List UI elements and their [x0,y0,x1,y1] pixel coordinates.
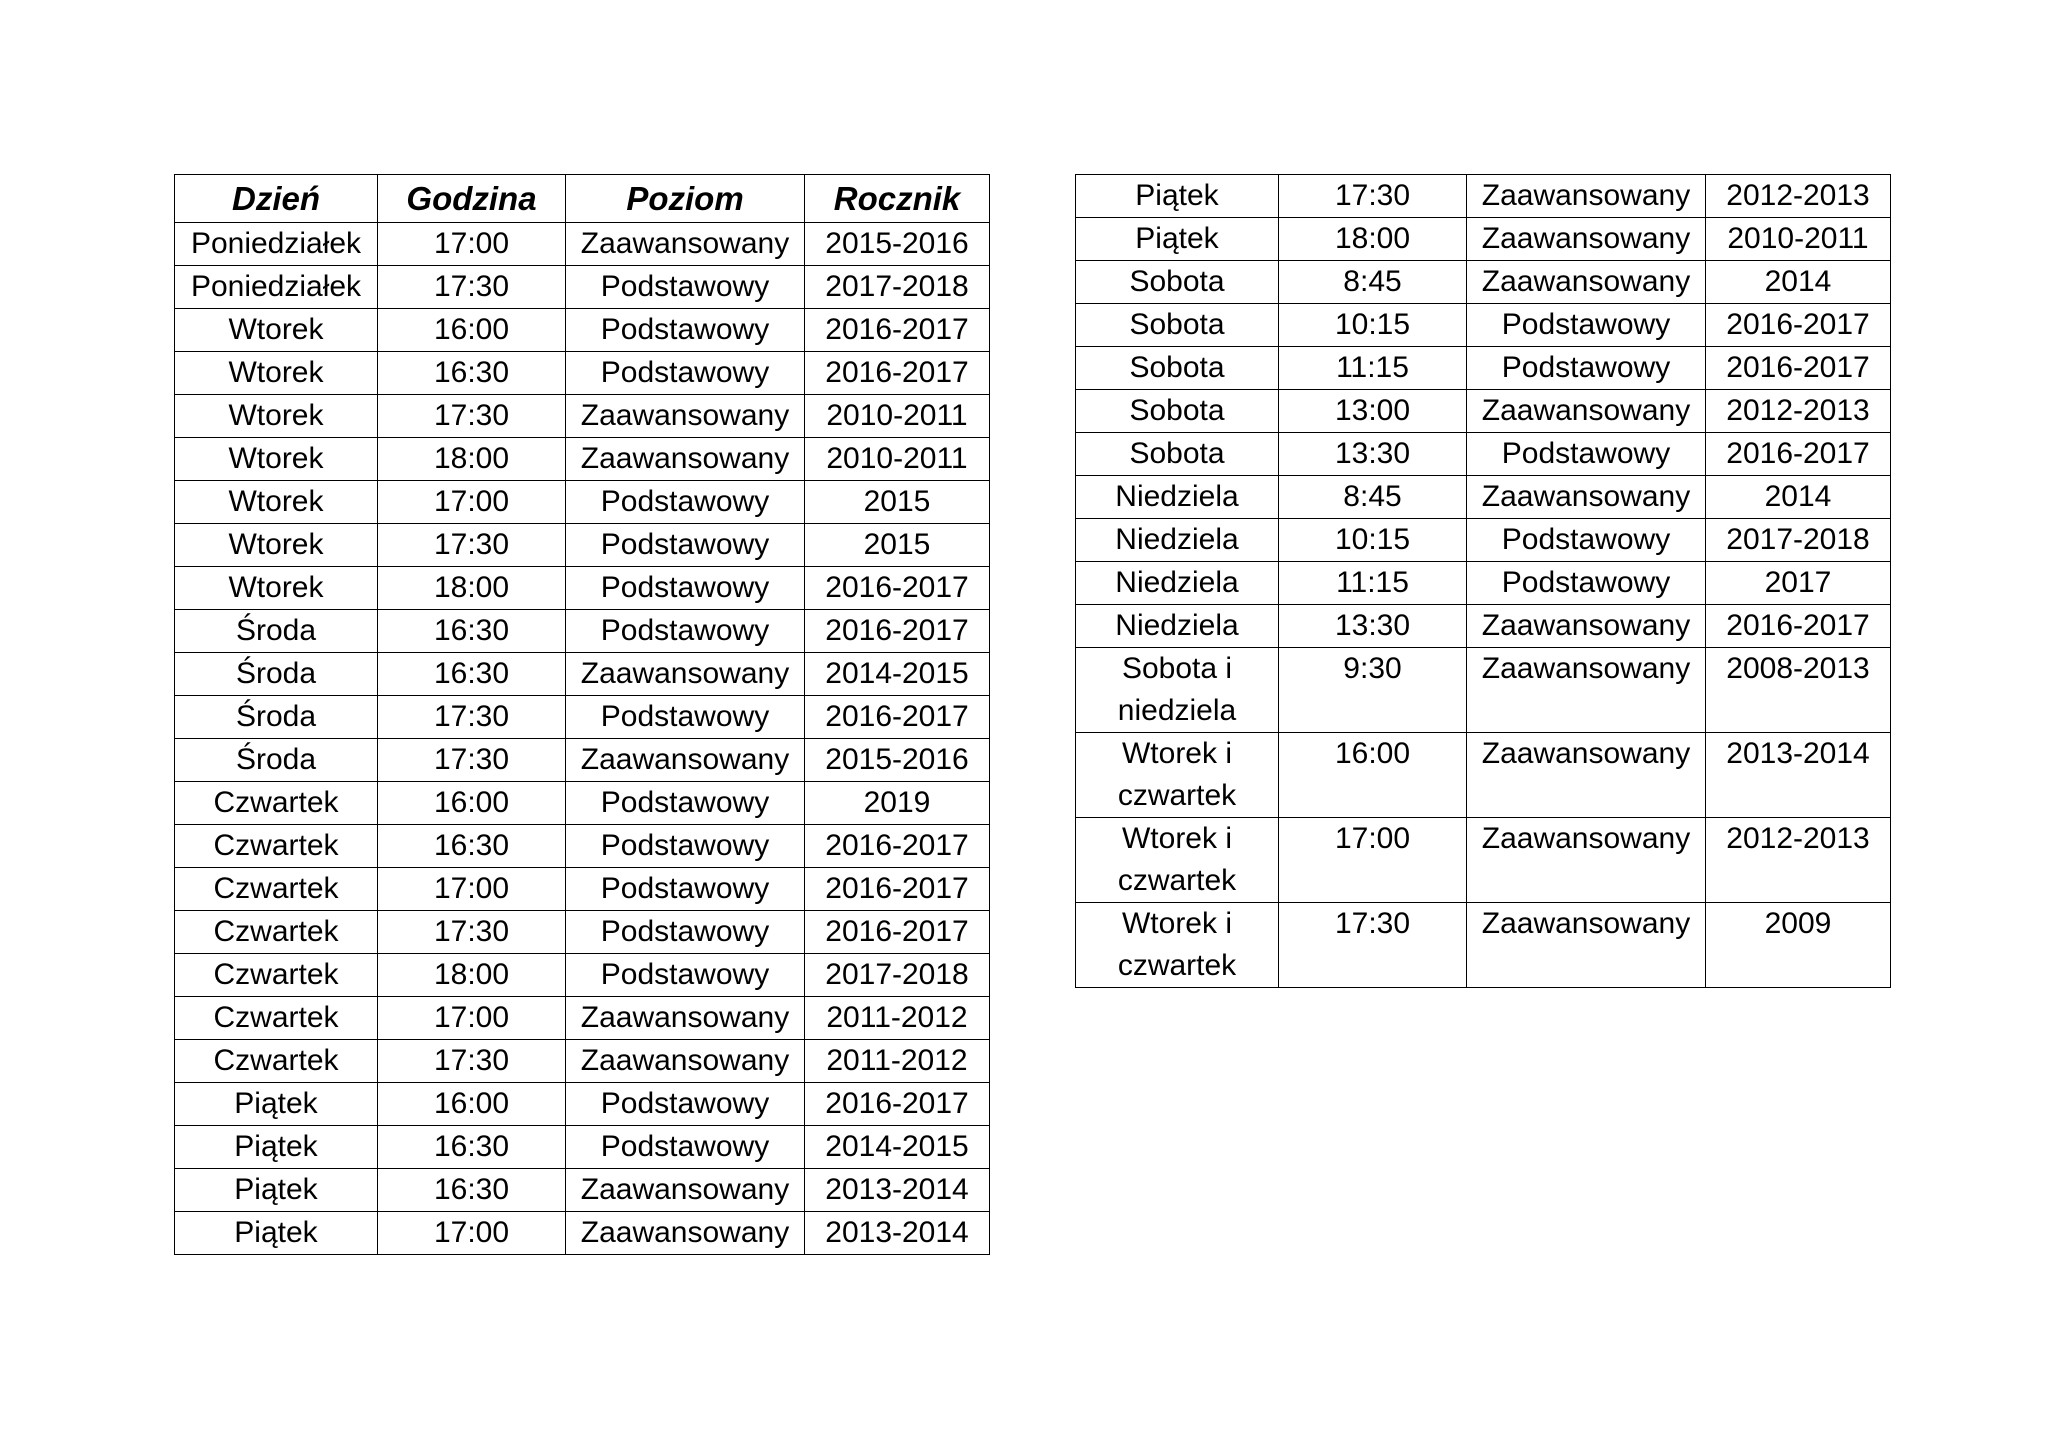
table-row [175,739,990,782]
cell-time: 17:30 [1279,903,1467,988]
table-row [175,825,990,868]
cell-time: 17:30 [378,266,566,309]
cell-time: 17:30 [378,395,566,438]
table-row [1076,261,1891,304]
cell-level: Zaawansowany [566,395,805,438]
cell-time: 17:00 [378,997,566,1040]
cell-level: Zaawansowany [1467,733,1706,818]
cell-year: 2015-2016 [805,739,990,782]
cell-level: Podstawowy [1467,304,1706,347]
cell-day: Czwartek [175,1040,378,1083]
table-row [175,653,990,696]
cell-year: 2016-2017 [805,1083,990,1126]
table-row [175,352,990,395]
table-row [1076,818,1891,903]
cell-day: Wtorek [175,567,378,610]
cell-day: Niedziela [1076,519,1279,562]
cell-year: 2011-2012 [805,997,990,1040]
cell-time: 16:30 [378,1169,566,1212]
cell-day: Niedziela [1076,605,1279,648]
table-row [1076,218,1891,261]
cell-time: 17:30 [378,696,566,739]
table-row [175,481,990,524]
table-row [1076,648,1891,733]
cell-level: Podstawowy [566,309,805,352]
cell-day: Sobota [1076,347,1279,390]
cell-time: 13:30 [1279,605,1467,648]
table-header-row [175,175,990,223]
cell-time: 17:00 [378,868,566,911]
header-level: Poziom [566,175,805,223]
cell-day: Piątek [1076,175,1279,218]
cell-level: Podstawowy [1467,562,1706,605]
table-row [1076,304,1891,347]
cell-year: 2016-2017 [1706,433,1891,476]
cell-time: 10:15 [1279,304,1467,347]
cell-year: 2017 [1706,562,1891,605]
table-row [1076,390,1891,433]
cell-level: Zaawansowany [1467,818,1706,903]
cell-level: Zaawansowany [566,1169,805,1212]
cell-time: 16:30 [378,653,566,696]
table-row [1076,347,1891,390]
cell-day: Niedziela [1076,562,1279,605]
table-row [175,524,990,567]
cell-level: Zaawansowany [566,739,805,782]
table-row [1076,476,1891,519]
cell-time: 16:30 [378,825,566,868]
cell-level: Zaawansowany [566,1212,805,1255]
cell-year: 2016-2017 [805,696,990,739]
cell-day: Wtorek [175,395,378,438]
cell-time: 11:15 [1279,347,1467,390]
cell-day: Sobota [1076,261,1279,304]
cell-year: 2016-2017 [805,567,990,610]
cell-day: Piątek [175,1083,378,1126]
cell-time: 18:00 [1279,218,1467,261]
cell-time: 16:00 [1279,733,1467,818]
cell-level: Podstawowy [566,266,805,309]
cell-time: 17:30 [378,739,566,782]
cell-level: Zaawansowany [1467,175,1706,218]
cell-day: Wtorek [175,352,378,395]
cell-day: Poniedziałek [175,266,378,309]
cell-level: Podstawowy [566,1126,805,1169]
cell-level: Zaawansowany [1467,605,1706,648]
cell-year: 2016-2017 [1706,304,1891,347]
cell-level: Podstawowy [566,782,805,825]
cell-day: Czwartek [175,825,378,868]
cell-year: 2016-2017 [1706,347,1891,390]
cell-day: Piątek [175,1212,378,1255]
table-row [175,911,990,954]
cell-day: Piątek [1076,218,1279,261]
cell-year: 2016-2017 [805,610,990,653]
cell-time: 16:30 [378,1126,566,1169]
cell-year: 2016-2017 [1706,605,1891,648]
cell-time: 10:15 [1279,519,1467,562]
cell-level: Zaawansowany [566,997,805,1040]
schedule-table-right [1075,174,1891,988]
cell-day: Sobota [1076,433,1279,476]
cell-year: 2013-2014 [805,1169,990,1212]
cell-level: Podstawowy [566,352,805,395]
cell-level: Zaawansowany [566,1040,805,1083]
cell-time: 16:00 [378,309,566,352]
cell-year: 2017-2018 [805,954,990,997]
cell-time: 18:00 [378,567,566,610]
cell-year: 2017-2018 [805,266,990,309]
table-row [175,567,990,610]
cell-level: Zaawansowany [1467,903,1706,988]
cell-day: Wtorek [175,481,378,524]
cell-level: Zaawansowany [566,438,805,481]
cell-year: 2008-2013 [1706,648,1891,733]
cell-day: Wtorek [175,309,378,352]
cell-time: 11:15 [1279,562,1467,605]
cell-day: Czwartek [175,868,378,911]
cell-level: Podstawowy [566,481,805,524]
cell-day: Piątek [175,1169,378,1212]
table-row [175,782,990,825]
cell-year: 2012-2013 [1706,175,1891,218]
table-row [175,1212,990,1255]
cell-time: 18:00 [378,954,566,997]
cell-day: Niedziela [1076,476,1279,519]
cell-day: Środa [175,653,378,696]
cell-level: Podstawowy [1467,433,1706,476]
cell-year: 2012-2013 [1706,390,1891,433]
cell-level: Podstawowy [566,567,805,610]
table-row [1076,562,1891,605]
cell-time: 16:00 [378,1083,566,1126]
table-row [1076,175,1891,218]
cell-time: 13:30 [1279,433,1467,476]
cell-year: 2010-2011 [1706,218,1891,261]
cell-time: 17:30 [378,1040,566,1083]
table-row [175,696,990,739]
cell-level: Podstawowy [566,696,805,739]
cell-time: 8:45 [1279,261,1467,304]
cell-level: Podstawowy [566,954,805,997]
cell-day: Poniedziałek [175,223,378,266]
cell-year: 2015-2016 [805,223,990,266]
cell-time: 16:00 [378,782,566,825]
cell-level: Zaawansowany [1467,218,1706,261]
table-row [175,395,990,438]
cell-day: Sobota i niedziela [1076,648,1279,733]
cell-day: Środa [175,696,378,739]
table-row [175,997,990,1040]
cell-year: 2016-2017 [805,911,990,954]
table-row [175,438,990,481]
cell-day: Czwartek [175,782,378,825]
cell-time: 17:30 [378,524,566,567]
cell-time: 18:00 [378,438,566,481]
cell-time: 16:30 [378,610,566,653]
cell-day: Wtorek [175,438,378,481]
cell-level: Podstawowy [566,524,805,567]
cell-year: 2016-2017 [805,352,990,395]
cell-level: Zaawansowany [1467,390,1706,433]
cell-level: Podstawowy [1467,519,1706,562]
header-day: Dzień [175,175,378,223]
cell-level: Podstawowy [566,911,805,954]
cell-day: Czwartek [175,997,378,1040]
table-row [175,1169,990,1212]
cell-year: 2012-2013 [1706,818,1891,903]
cell-level: Podstawowy [566,868,805,911]
cell-level: Zaawansowany [566,223,805,266]
cell-year: 2014-2015 [805,653,990,696]
cell-time: 17:30 [1279,175,1467,218]
table-row [175,954,990,997]
schedule-table-left [174,174,990,1255]
cell-day: Sobota [1076,304,1279,347]
cell-day: Wtorek i czwartek [1076,733,1279,818]
cell-level: Podstawowy [1467,347,1706,390]
cell-time: 16:30 [378,352,566,395]
table-row [175,309,990,352]
cell-time: 17:00 [378,481,566,524]
cell-year: 2017-2018 [1706,519,1891,562]
cell-time: 9:30 [1279,648,1467,733]
cell-year: 2015 [805,524,990,567]
cell-day: Piątek [175,1126,378,1169]
header-year: Rocznik [805,175,990,223]
cell-year: 2014-2015 [805,1126,990,1169]
table-row [1076,605,1891,648]
cell-level: Podstawowy [566,610,805,653]
table-row [175,610,990,653]
cell-year: 2014 [1706,261,1891,304]
cell-year: 2016-2017 [805,825,990,868]
cell-year: 2010-2011 [805,395,990,438]
table-row [1076,433,1891,476]
table-row [175,1083,990,1126]
table-row [175,868,990,911]
table-row [1076,519,1891,562]
cell-year: 2010-2011 [805,438,990,481]
cell-year: 2009 [1706,903,1891,988]
cell-year: 2013-2014 [1706,733,1891,818]
cell-time: 8:45 [1279,476,1467,519]
cell-level: Zaawansowany [566,653,805,696]
cell-year: 2014 [1706,476,1891,519]
cell-time: 13:00 [1279,390,1467,433]
cell-day: Wtorek i czwartek [1076,818,1279,903]
table-row [1076,733,1891,818]
table-row [175,223,990,266]
cell-level: Podstawowy [566,825,805,868]
cell-day: Czwartek [175,911,378,954]
cell-day: Wtorek [175,524,378,567]
table-row [175,1126,990,1169]
cell-year: 2011-2012 [805,1040,990,1083]
cell-level: Zaawansowany [1467,648,1706,733]
cell-day: Środa [175,610,378,653]
cell-level: Zaawansowany [1467,476,1706,519]
cell-level: Podstawowy [566,1083,805,1126]
table-row [1076,903,1891,988]
cell-year: 2016-2017 [805,309,990,352]
cell-time: 17:30 [378,911,566,954]
table-row [175,1040,990,1083]
cell-day: Środa [175,739,378,782]
table-row [175,266,990,309]
cell-year: 2019 [805,782,990,825]
cell-day: Wtorek i czwartek [1076,903,1279,988]
cell-day: Sobota [1076,390,1279,433]
cell-year: 2016-2017 [805,868,990,911]
header-time: Godzina [378,175,566,223]
cell-year: 2015 [805,481,990,524]
cell-time: 17:00 [378,223,566,266]
cell-level: Zaawansowany [1467,261,1706,304]
cell-time: 17:00 [378,1212,566,1255]
cell-day: Czwartek [175,954,378,997]
cell-year: 2013-2014 [805,1212,990,1255]
cell-time: 17:00 [1279,818,1467,903]
